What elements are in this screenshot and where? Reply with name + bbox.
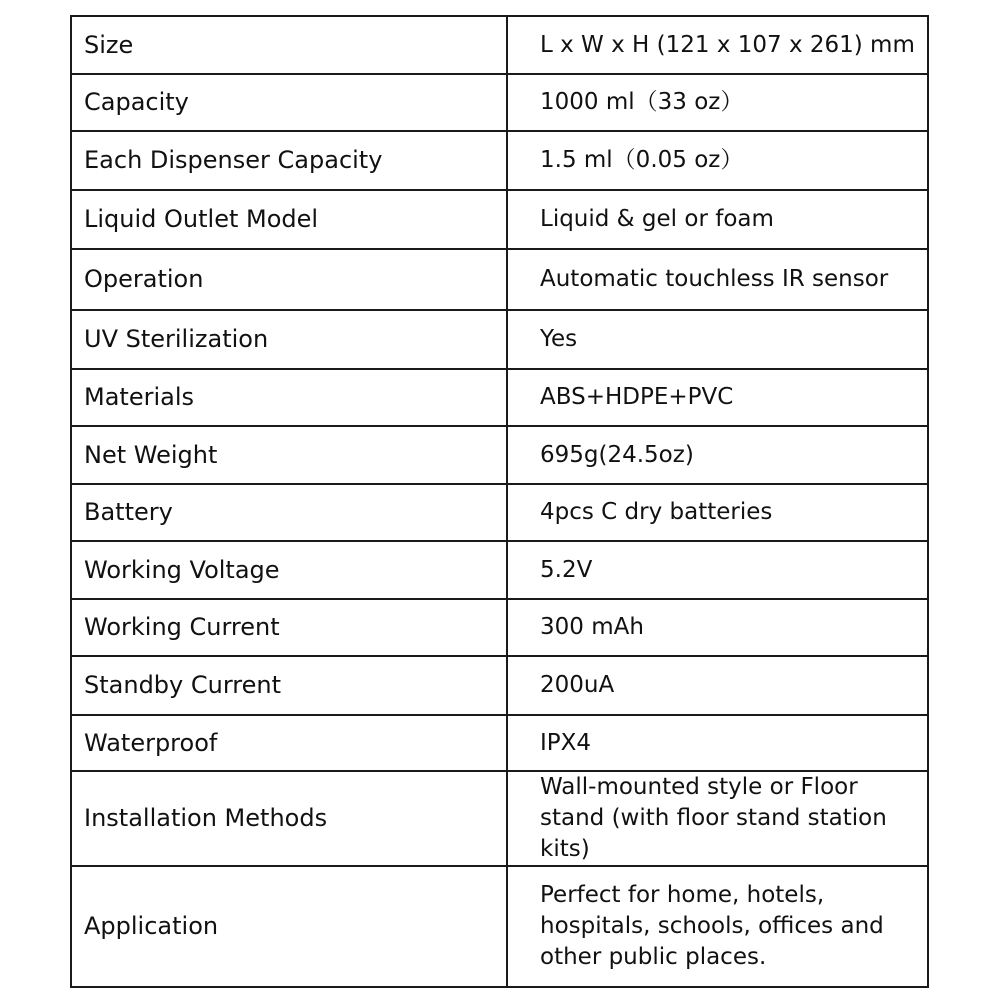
spec-value: L x W x H (121 x 107 x 261) mm bbox=[507, 16, 928, 74]
table-row bbox=[71, 369, 928, 426]
spec-value: Liquid & gel or foam bbox=[507, 190, 928, 249]
spec-table bbox=[70, 15, 929, 988]
spec-value: Yes bbox=[507, 310, 928, 369]
spec-label: Materials bbox=[71, 369, 507, 426]
spec-label: Each Dispenser Capacity bbox=[71, 131, 507, 190]
table-row bbox=[71, 866, 928, 987]
spec-label: Waterproof bbox=[71, 715, 507, 771]
table-row bbox=[71, 131, 928, 190]
table-row bbox=[71, 599, 928, 656]
spec-value: Automatic touchless IR sensor bbox=[507, 249, 928, 310]
spec-value: 5.2V bbox=[507, 541, 928, 599]
table-row bbox=[71, 771, 928, 866]
spec-value: 695g(24.5oz) bbox=[507, 426, 928, 484]
spec-label: UV Sterilization bbox=[71, 310, 507, 369]
table-row bbox=[71, 484, 928, 541]
table-row bbox=[71, 541, 928, 599]
spec-value: 4pcs C dry batteries bbox=[507, 484, 928, 541]
spec-label: Working Voltage bbox=[71, 541, 507, 599]
spec-label: Working Current bbox=[71, 599, 507, 656]
spec-label: Liquid Outlet Model bbox=[71, 190, 507, 249]
spec-label: Net Weight bbox=[71, 426, 507, 484]
table-row bbox=[71, 656, 928, 715]
spec-label: Application bbox=[71, 866, 507, 987]
spec-label: Installation Methods bbox=[71, 771, 507, 866]
spec-value: 200uA bbox=[507, 656, 928, 715]
table-row bbox=[71, 74, 928, 131]
table-row bbox=[71, 426, 928, 484]
spec-label: Operation bbox=[71, 249, 507, 310]
spec-value: 1000 ml（33 oz） bbox=[507, 74, 928, 131]
spec-label: Standby Current bbox=[71, 656, 507, 715]
table-row bbox=[71, 249, 928, 310]
spec-label: Battery bbox=[71, 484, 507, 541]
spec-label: Capacity bbox=[71, 74, 507, 131]
spec-value: ABS+HDPE+PVC bbox=[507, 369, 928, 426]
spec-label: Size bbox=[71, 16, 507, 74]
table-row bbox=[71, 715, 928, 771]
table-row bbox=[71, 310, 928, 369]
spec-value: IPX4 bbox=[507, 715, 928, 771]
table-row bbox=[71, 16, 928, 74]
spec-value: Wall-mounted style or Floor stand (with floor stand station kits) bbox=[507, 771, 928, 866]
spec-value: 1.5 ml（0.05 oz） bbox=[507, 131, 928, 190]
table-row bbox=[71, 190, 928, 249]
spec-value: 300 mAh bbox=[507, 599, 928, 656]
spec-value: Perfect for home, hotels, hospitals, schools, offices and other public places. bbox=[507, 866, 928, 987]
